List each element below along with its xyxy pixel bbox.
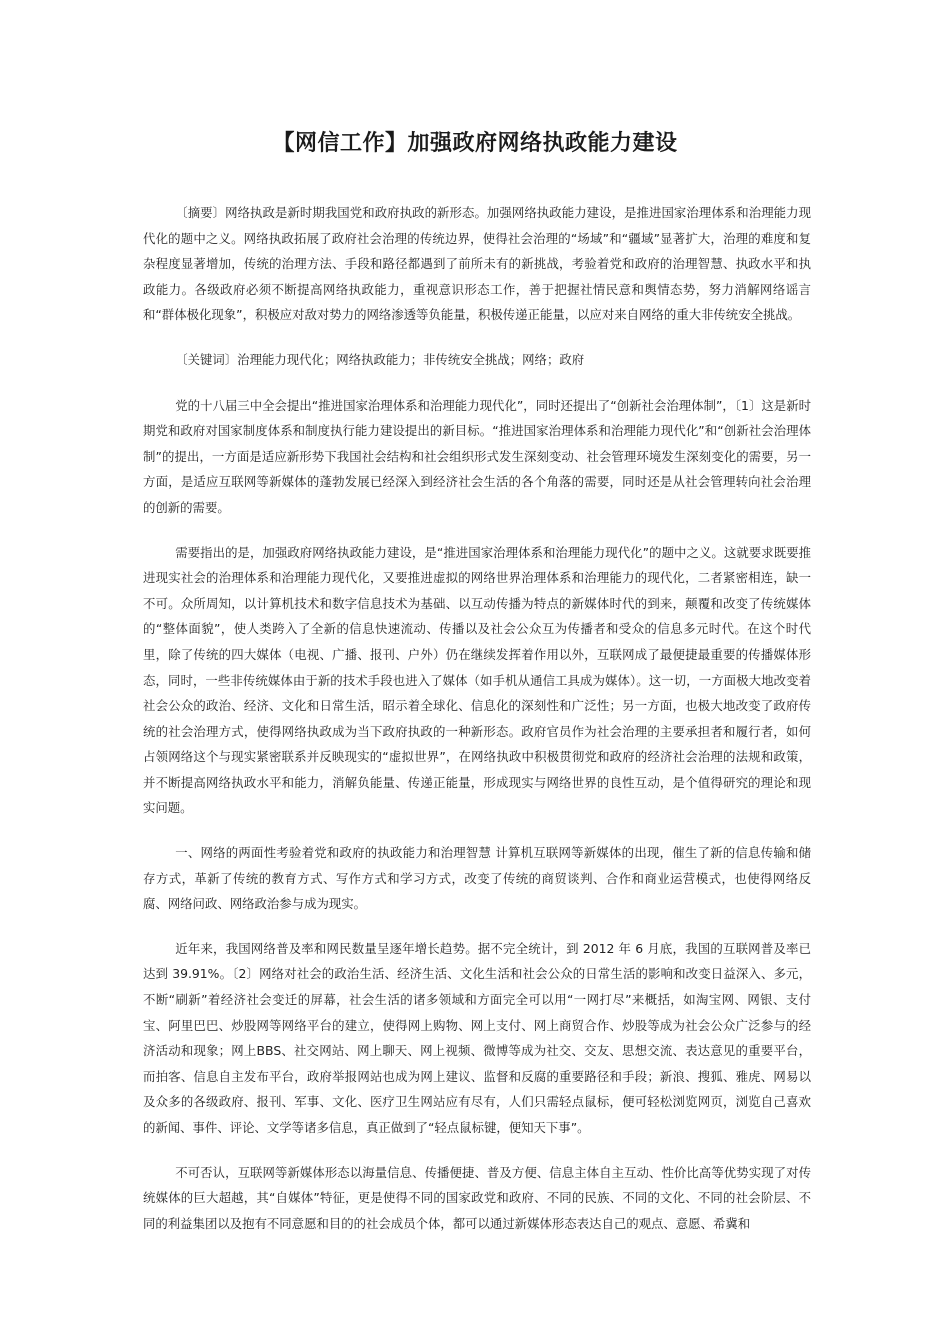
body-paragraph: 需要指出的是，加强政府网络执政能力建设，是“推进国家治理体系和治理能力现代化”的题中之义。这就要求既要推进现实社会的治理体系和治理能力现代化，又要推进虚拟的网络世界治理体系和治理能力的现代化，二者紧密相连，缺一不可。众所周知，以计算机技术和数字信息技术为基础、以互动传播为特点的新媒体时代的到来，颠覆和改变了传统媒体的“整体面貌”，使人类跨入了全新的信息快速流动、传播以及社会公众互为传播者和受众的信息多元时代。在这个时代里，除了传统的四大媒体（电视、广播、报刊、户外）仍在继续发挥着作用以外，互联网成了最便捷最重要的传播媒体形态，同时，一些非传统媒体由于新的技术手段也进入了媒体（如手机从通信工具成为媒体）。这一切，一方面极大地改变着社会公众的政治、经济、文化和日常生活，昭示着全球化、信息化的深刻性和广泛性；另一方面，也极大地改变了政府传统的社会治理方式，使得网络执政成为当下政府执政的一种新形态。政府官员作为社会治理的主要承担者和履行者，如何占领网络这个与现实紧密联系并反映现实的“虚拟世界”，在网络执政中积极贯彻党和政府的经济社会治理的法规和政策，并不断提高网络执政水平和能力，消解负能量、传递正能量，形成现实与网络世界的良性互动，是个值得研究的理论和现实问题。 xyxy=(143,544,811,816)
body-paragraph: 一、网络的两面性考验着党和政府的执政能力和治理智慧 计算机互联网等新媒体的出现，催生了新的信息传输和储存方式，革新了传统的教育方式、写作方式和学习方式，改变了传统的商贸谈判、合作和商业运营模式，也使得网络反腐、网络问政、网络政治参与成为现实。 xyxy=(143,845,811,912)
body-paragraph: 不可否认，互联网等新媒体形态以海量信息、传播便捷、普及方便、信息主体自主互动、性价比高等优势实现了对传统媒体的巨大超越，其“自媒体”特征，更是使得不同的国家政党和政府、不同的民族、不同的文化、不同的社会阶层、不同的利益集团以及抱有不同意愿和目的的社会成员个体，都可以通过新媒体形态表达自己的观点、意愿、希冀和 xyxy=(143,1164,811,1231)
document-body xyxy=(143,200,811,1255)
body-paragraph: 党的十八届三中全会提出“推进国家治理体系和治理能力现代化”，同时还提出了“创新社会治理体制”，〔1〕这是新时期党和政府对国家制度体系和制度执行能力建设提出的新目标。“推进国家治理体系和治理能力现代化”和“创新社会治理体制”的提出，一方面是适应新形势下我国社会结构和社会组织形式发生深刻变动、社会管理环境发生深刻变化的需要，另一方面，是适应互联网等新媒体的蓬勃发展已经深入到经济社会生活的各个角落的需要，同时还是从社会管理转向社会治理的创新的需要。 xyxy=(143,397,811,515)
body-paragraph: 近年来，我国网络普及率和网民数量呈逐年增长趋势。据不完全统计，到 2012 年 6 月底，我国的互联网普及率已达到 39.91%。〔2〕网络对社会的政治生活、经济生活、文化生活和社会公众的日常生活的影响和改变日益深入、多元，不断“刷新”着经济社会变迁的屏幕，社会生活的诸多领域和方面完全可以用“一网打尽”来概括，如淘宝网、网银、支付宝、阿里巴巴、炒股网等网络平台的建立，使得网上购物、网上支付、网上商贸合作、炒股等成为社会公众广泛参与的经济活动和现象；网上BBS、社交网站、网上聊天、网上视频、微博等成为社交、交友、思想交流、表达意见的重要平台，而拍客、信息自主发布平台，政府举报网站也成为网上建议、监督和反腐的重要路径和手段；新浪、搜狐、雅虎、网易以及众多的各级政府、报刊、军事、文化、医疗卫生网站应有尽有，人们只需轻点鼠标，便可轻松浏览网页，浏览自己喜欢的新闻、事件、评论、文学等诸多信息，真正做到了“轻点鼠标键，便知天下事”。 xyxy=(143,940,811,1135)
abstract-paragraph: 〔摘要〕网络执政是新时期我国党和政府执政的新形态。加强网络执政能力建设，是推进国家治理体系和治理能力现代化的题中之义。网络执政拓展了政府社会治理的传统边界，使得社会治理的“场域”和“疆域”显著扩大，治理的难度和复杂程度显著增加，传统的治理方法、手段和路径都遇到了前所未有的新挑战，考验着党和政府的治理智慧、执政水平和执政能力。各级政府必须不断提高网络执政能力，重视意识形态工作，善于把握社情民意和舆情态势，努力消解网络谣言和“群体极化现象”，积极应对敌对势力的网络渗透等负能量，积极传递正能量，以应对来自网络的重大非传统安全挑战。 xyxy=(143,205,811,323)
document-title: 【网信工作】加强政府网络执政能力建设 xyxy=(272,131,678,156)
keywords-paragraph: 〔关键词〕治理能力现代化；网络执政能力；非传统安全挑战；网络；政府 xyxy=(175,351,585,367)
